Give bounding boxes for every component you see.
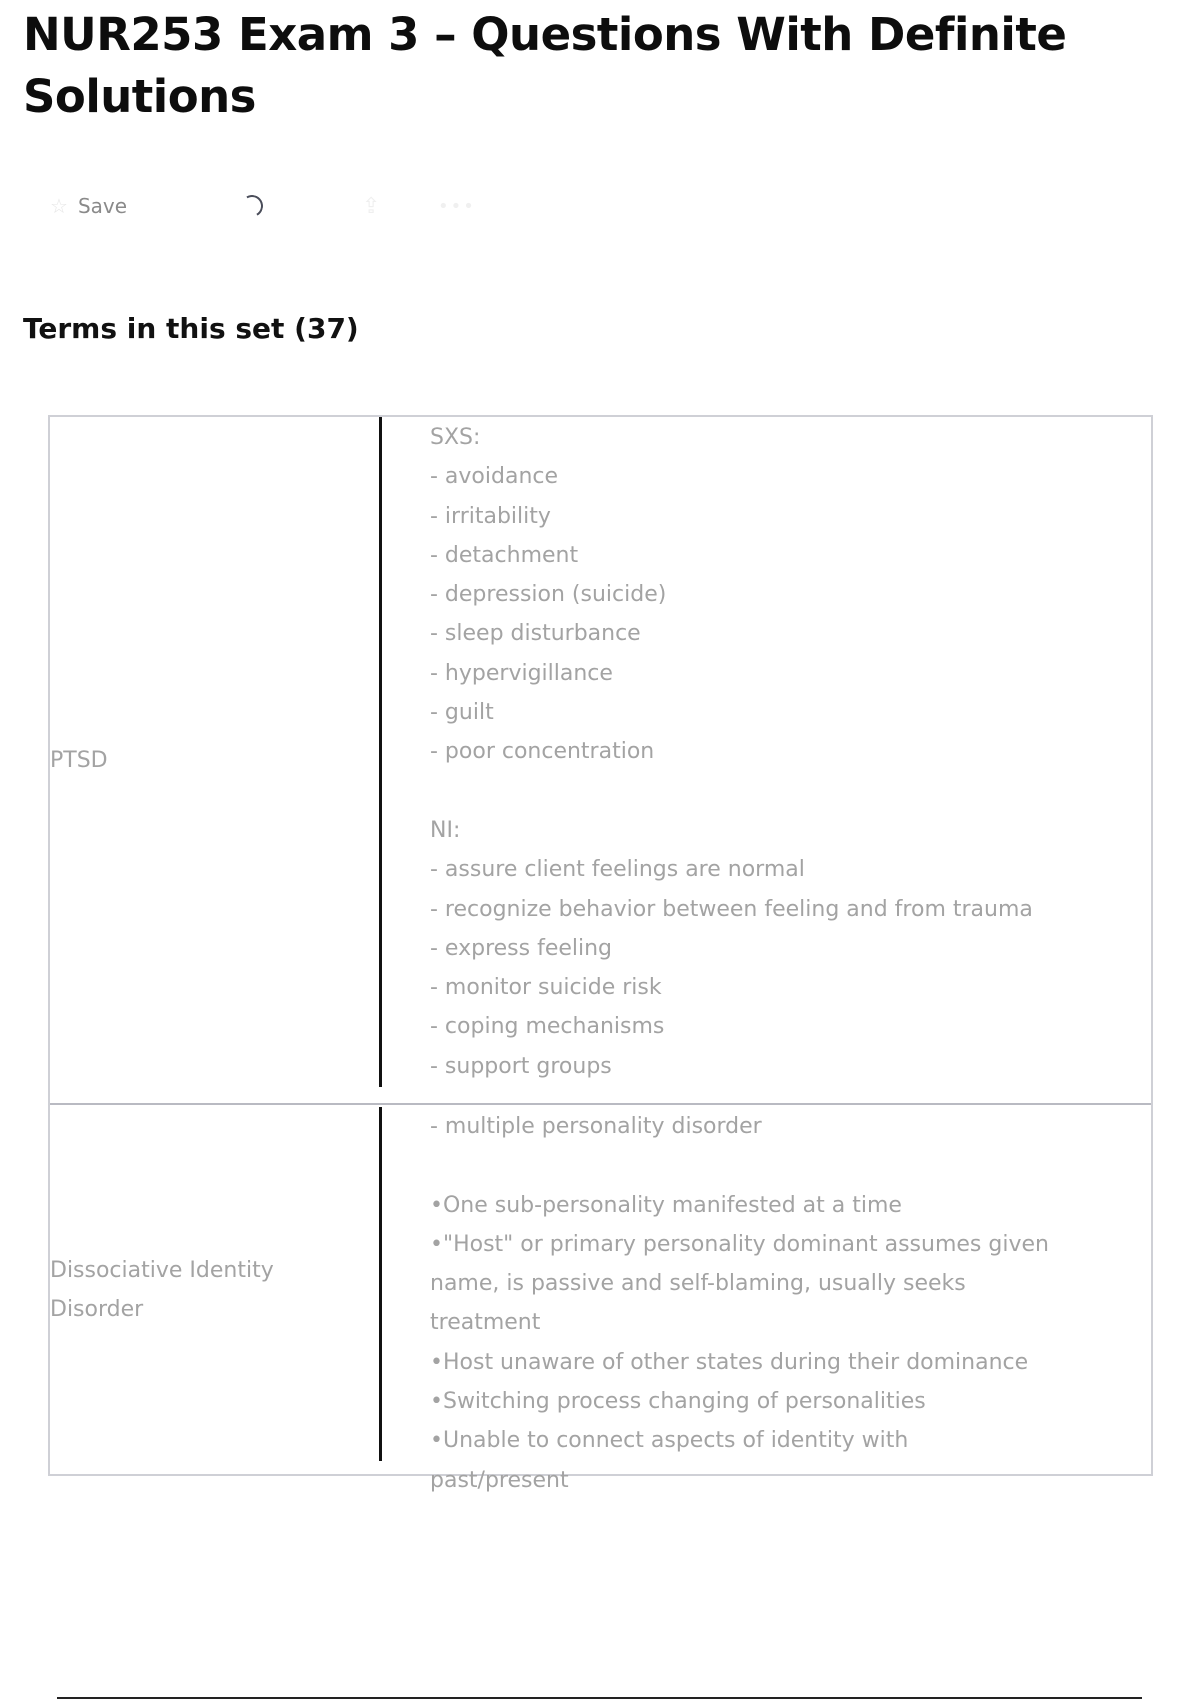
term-cell bbox=[50, 417, 380, 1103]
share-button[interactable] bbox=[362, 190, 380, 222]
term-text: PTSD bbox=[50, 747, 108, 773]
save-label: Save bbox=[77, 194, 128, 218]
share-icon: ⇪ bbox=[362, 193, 381, 219]
terms-table bbox=[48, 415, 1153, 1493]
toolbar bbox=[50, 190, 530, 222]
term-row[interactable] bbox=[50, 1103, 1151, 1493]
star-icon: ☆ bbox=[50, 194, 68, 218]
loading-indicator bbox=[241, 190, 263, 222]
definition-cell: - multiple personality disorder •One sub-personality manifested at a time •"Host" or primary personality dominant assumes given name, is passive and self-blaming, usually seeks treatment •Host unaware of other states during their dominance •Switching process changing of personalities •Unable to connect aspects of identity with past/present bbox=[430, 1114, 1049, 1493]
definition-cell: SXS: - avoidance - irritability - detachment - depression (suicide) - sleep disturbance - hypervigillance - guilt - poor concentration NI: - assure client feelings are normal - recognize behavior between feeling and from trauma - express feeling - monitor suicide risk - coping mechanisms - support groups bbox=[430, 425, 1033, 1079]
column-divider bbox=[379, 1107, 382, 1461]
term-row[interactable] bbox=[50, 417, 1151, 1103]
term-cell bbox=[50, 1105, 380, 1474]
column-divider bbox=[379, 417, 382, 1087]
page-title: NUR253 Exam 3 – Questions With Definite Solutions bbox=[23, 8, 1067, 123]
more-icon: ••• bbox=[438, 195, 476, 217]
spinner-icon bbox=[239, 193, 266, 220]
save-button[interactable] bbox=[50, 190, 127, 222]
bottom-divider bbox=[57, 1697, 1142, 1699]
terms-heading: Terms in this set (37) bbox=[23, 312, 359, 345]
term-text: Dissociative Identity Disorder bbox=[50, 1257, 274, 1322]
more-button[interactable] bbox=[438, 190, 476, 222]
